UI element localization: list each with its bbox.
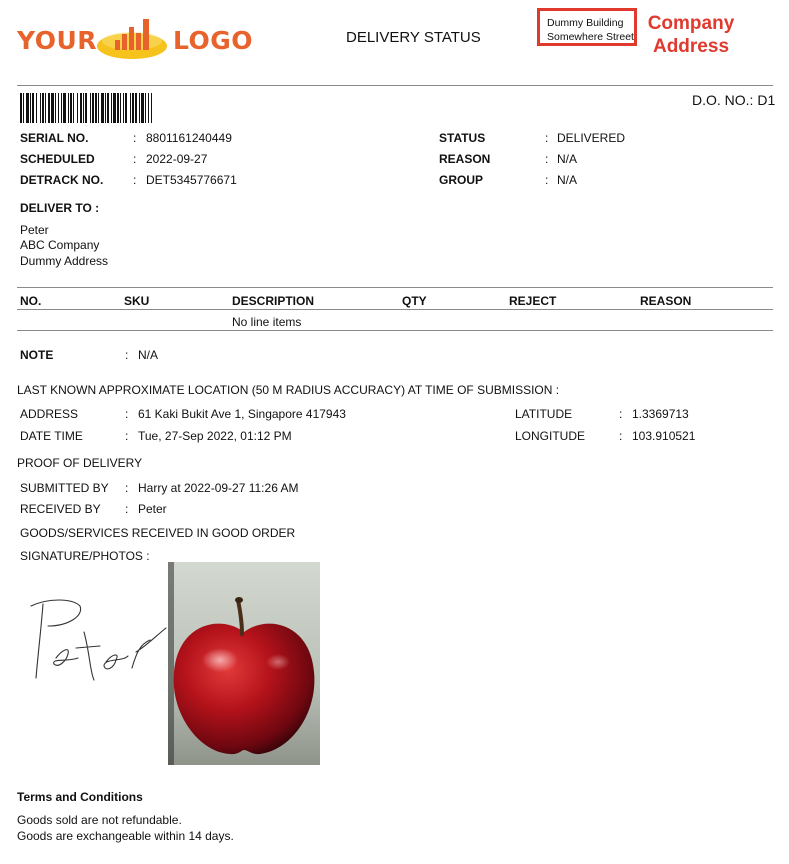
column-header-no: NO. bbox=[20, 294, 42, 308]
reason-value: N/A bbox=[557, 152, 578, 166]
datetime-value: Tue, 27-Sep 2022, 01:12 PM bbox=[138, 429, 292, 443]
logo-text-left: YOUR bbox=[17, 26, 98, 55]
location-heading: LAST KNOWN APPROXIMATE LOCATION (50 M RADIUS ACCURACY) AT TIME OF SUBMISSION : bbox=[17, 383, 560, 397]
detrack-label: DETRACK NO. bbox=[20, 173, 104, 187]
delivery-photo bbox=[168, 562, 320, 765]
company-address-line2: Somewhere Street bbox=[547, 31, 634, 43]
column-header-sku: SKU bbox=[124, 294, 150, 308]
detrack-value: DET5345776671 bbox=[146, 173, 237, 187]
scheduled-value: 2022-09-27 bbox=[146, 152, 208, 166]
signature-image bbox=[28, 592, 168, 684]
submitted-by-value: Harry at 2022-09-27 11:26 AM bbox=[138, 481, 299, 495]
latitude-label: LATITUDE bbox=[515, 407, 573, 421]
reason-label: REASON bbox=[439, 152, 491, 166]
colon: : bbox=[125, 429, 129, 443]
group-value: N/A bbox=[557, 173, 578, 187]
table-bottom-border bbox=[17, 330, 773, 331]
terms-heading: Terms and Conditions bbox=[17, 790, 143, 804]
column-header-reason: REASON bbox=[640, 294, 692, 308]
annotation-line2: Address bbox=[652, 36, 730, 57]
colon: : bbox=[545, 152, 549, 166]
colon: : bbox=[545, 173, 549, 187]
column-header-reject: REJECT bbox=[509, 294, 557, 308]
longitude-value: 103.910521 bbox=[632, 429, 696, 443]
colon: : bbox=[619, 429, 623, 443]
do-number: D.O. NO.: D1 bbox=[692, 92, 776, 108]
company-address-line1: Dummy Building bbox=[547, 17, 624, 29]
deliver-to-company: ABC Company bbox=[20, 238, 100, 252]
colon: : bbox=[133, 131, 137, 145]
colon: : bbox=[619, 407, 623, 421]
colon: : bbox=[133, 173, 137, 187]
barcode bbox=[20, 93, 278, 123]
status-label: STATUS bbox=[439, 131, 486, 145]
colon: : bbox=[125, 407, 129, 421]
note-value: N/A bbox=[138, 348, 159, 362]
terms-line-2: Goods are exchangeable within 14 days. bbox=[17, 829, 234, 843]
deliver-to-address: Dummy Address bbox=[20, 254, 109, 268]
latitude-value: 1.3369713 bbox=[632, 407, 689, 421]
serial-label: SERIAL NO. bbox=[20, 131, 89, 145]
logo-text-right: LOGO bbox=[173, 26, 254, 55]
table-header-border bbox=[17, 309, 773, 310]
group-label: GROUP bbox=[439, 173, 484, 187]
header-divider bbox=[17, 85, 773, 86]
proof-heading: PROOF OF DELIVERY bbox=[17, 456, 143, 470]
colon: : bbox=[125, 502, 129, 516]
address-label: ADDRESS bbox=[20, 407, 79, 421]
goods-received-text: GOODS/SERVICES RECEIVED IN GOOD ORDER bbox=[20, 526, 296, 540]
received-by-value: Peter bbox=[138, 502, 167, 516]
received-by-label: RECEIVED BY bbox=[20, 502, 101, 516]
deliver-to-name: Peter bbox=[20, 223, 49, 237]
note-label: NOTE bbox=[20, 348, 54, 362]
annotation-line1: Company bbox=[647, 13, 735, 34]
company-address-annotation bbox=[646, 12, 736, 58]
table-top-border bbox=[17, 287, 773, 288]
colon: : bbox=[133, 152, 137, 166]
longitude-label: LONGITUDE bbox=[515, 429, 586, 443]
signature-photos-label: SIGNATURE/PHOTOS : bbox=[20, 549, 150, 563]
datetime-label: DATE TIME bbox=[20, 429, 83, 443]
scheduled-label: SCHEDULED bbox=[20, 152, 95, 166]
address-value: 61 Kaki Bukit Ave 1, Singapore 417943 bbox=[138, 407, 346, 421]
colon: : bbox=[125, 481, 129, 495]
table-empty-message: No line items bbox=[232, 315, 302, 329]
submitted-by-label: SUBMITTED BY bbox=[20, 481, 109, 495]
column-header-qty: QTY bbox=[402, 294, 427, 308]
status-value: DELIVERED bbox=[557, 131, 626, 145]
company-address-box bbox=[537, 8, 637, 46]
page-title: DELIVERY STATUS bbox=[346, 29, 481, 46]
terms-line-1: Goods sold are not refundable. bbox=[17, 813, 182, 827]
column-header-description: DESCRIPTION bbox=[232, 294, 315, 308]
serial-value: 8801161240449 bbox=[146, 131, 232, 145]
colon: : bbox=[545, 131, 549, 145]
colon: : bbox=[125, 348, 129, 362]
deliver-to-heading: DELIVER TO : bbox=[20, 201, 100, 215]
logo-icon bbox=[94, 14, 170, 64]
